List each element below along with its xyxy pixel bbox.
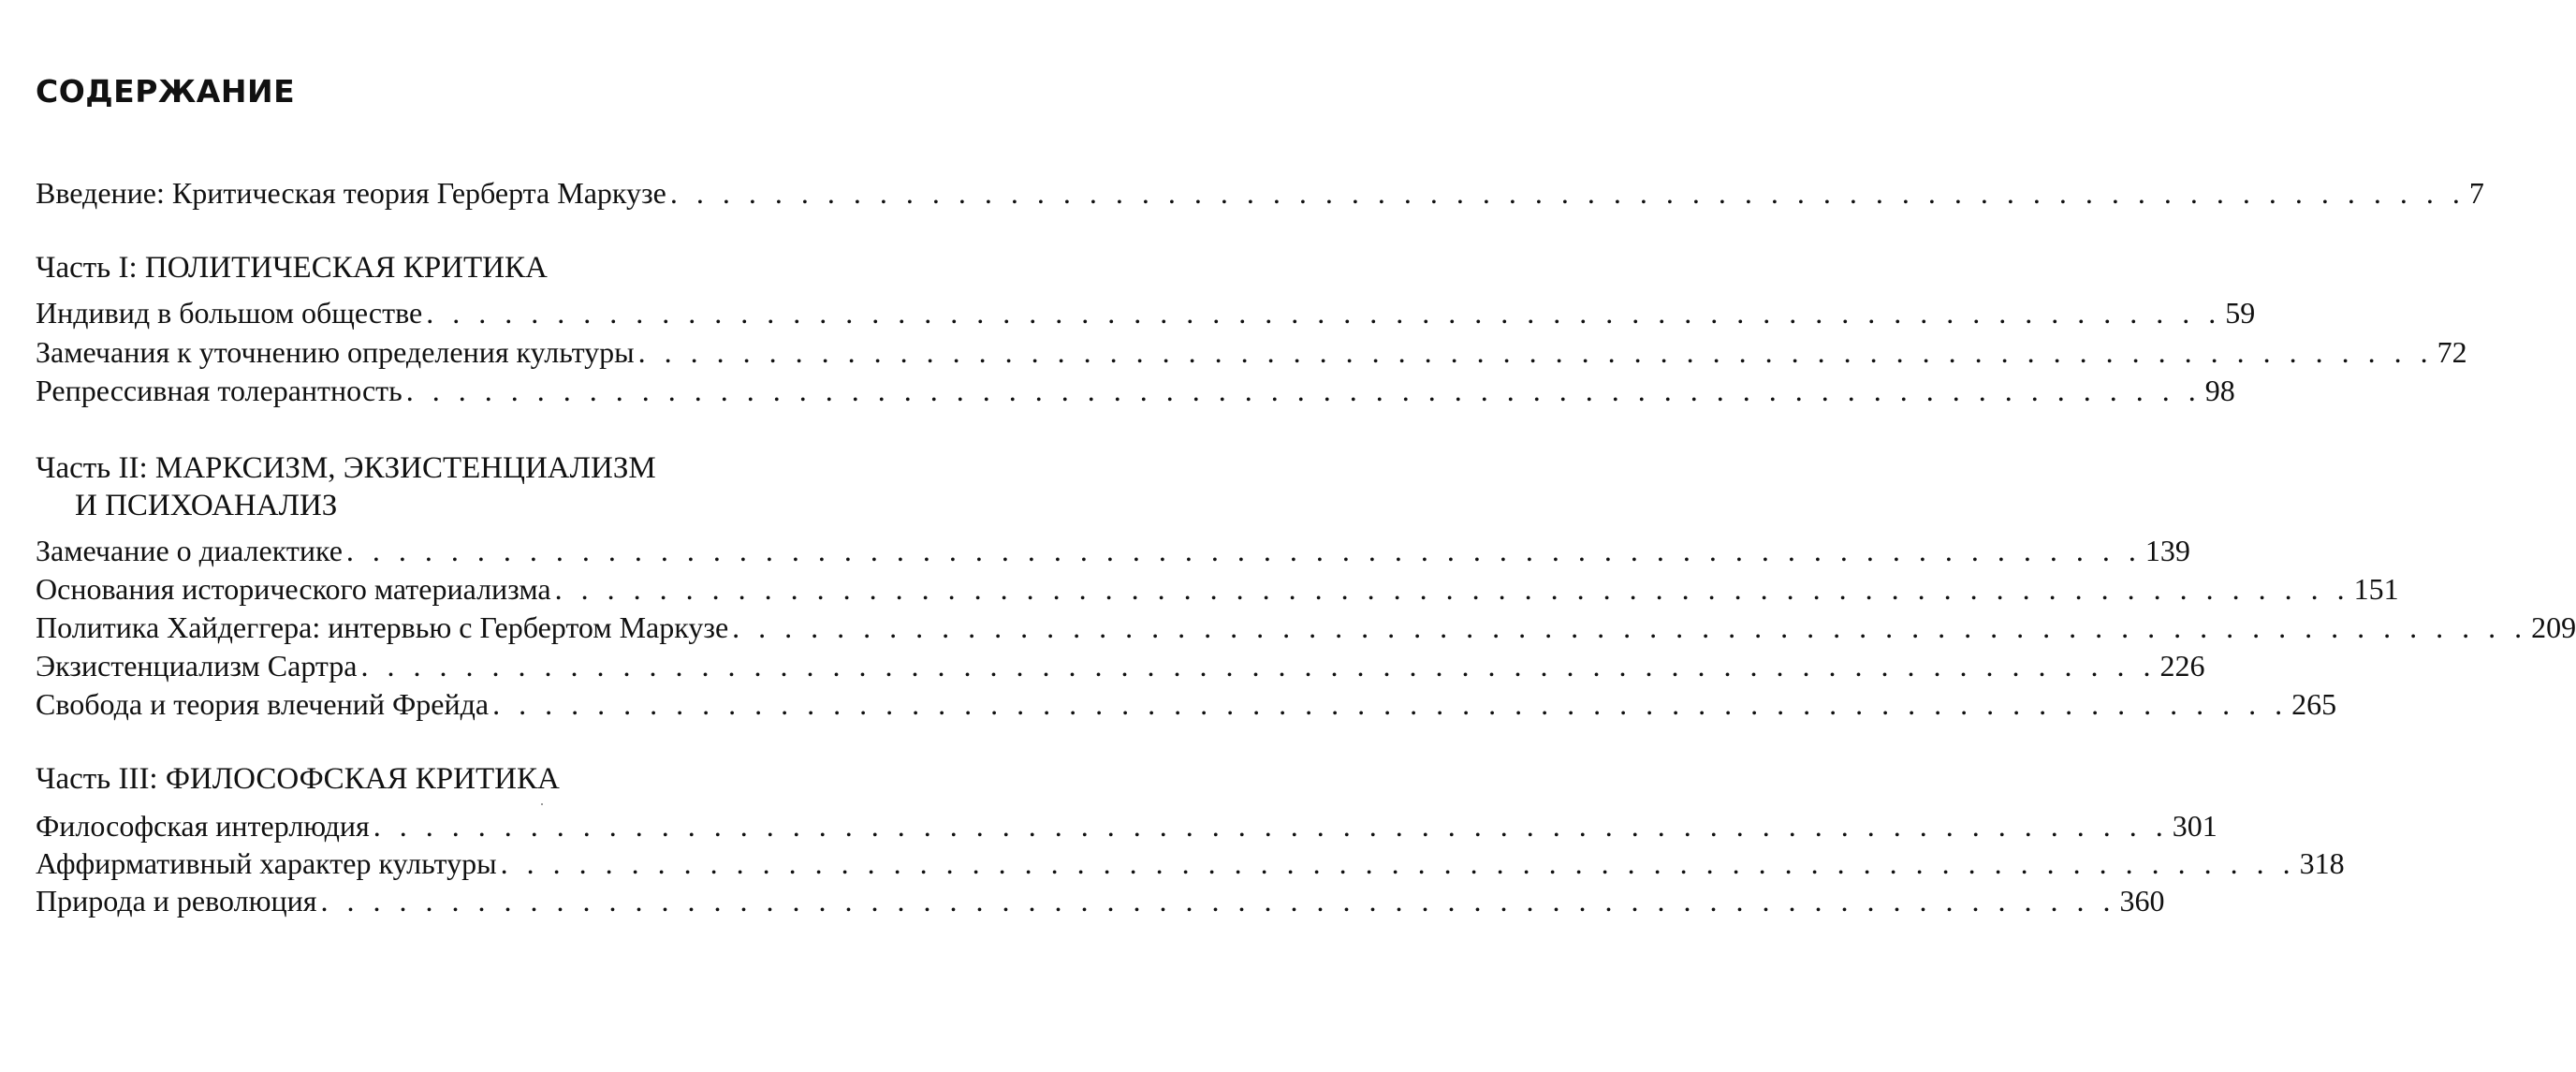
toc-entry-title: Индивид в большом обществе [36,296,423,330]
toc-entry-title: Аффирмативный характер культуры [36,846,497,880]
toc-entry[interactable] [36,807,2217,844]
page-title: СОДЕРЖАНИЕ [36,73,296,110]
part-2-heading [36,449,844,524]
toc-entry-title: Введение: Критическая теория Герберта Маркузе [36,176,666,210]
toc-entry-title: Основания исторического материализма [36,572,551,606]
part-2-heading-line-1: Часть II: МАРКСИЗМ, ЭКЗИСТЕНЦИАЛИЗМ [36,451,656,485]
toc-page-number: 226 [2159,649,2205,683]
toc-entry-title: Экзистенциализм Сартра [36,649,358,683]
dot-leader: . . . . . . . . . . . . . . . . . . . . . . . . . . . . . . . . . . . . . . . . . . . . . . . . . . . . . . . . . . . . . . . . . . . . . [669,176,2466,210]
table-of-contents-page [36,0,2576,1072]
toc-page-number: 7 [2468,176,2484,210]
toc-page-number: 209 [2531,610,2576,644]
toc-page-number: 139 [2144,534,2190,567]
toc-page-number: 360 [2119,884,2165,918]
toc-entry-introduction[interactable] [36,174,2484,212]
toc-page-number: 98 [2204,374,2235,407]
dot-leader: . . . . . . . . . . . . . . . . . . . . . . . . . . . . . . . . . . . . . . . . . . . . . . . . . . . . . . . . . . . . . . . . . . . . . [637,335,2434,369]
toc-page-number: 265 [2291,687,2337,721]
dot-leader: . . . . . . . . . . . . . . . . . . . . . . . . . . . . . . . . . . . . . . . . . . . . . . . . . . . . . . . . . . . . . . . . . . . . . [426,296,2222,330]
toc-entry-title: Свобода и теория влечений Фрейда [36,687,490,721]
toc-entry-title: Замечания к уточнению определения культуры [36,335,635,369]
toc-entry[interactable] [36,532,2190,569]
toc-entry[interactable] [36,844,2345,882]
dot-leader: . . . . . . . . . . . . . . . . . . . . . . . . . . . . . . . . . . . . . . . . . . . . . . . . . . . . . . . . . . . . . . . . . . . . . [500,846,2296,880]
print-speck [541,803,543,805]
dot-leader: . . . . . . . . . . . . . . . . . . . . . . . . . . . . . . . . . . . . . . . . . . . . . . . . . . . . . . . . . . . . . . . . . . . . . [360,649,2157,683]
part-1-heading: Часть I: ПОЛИТИЧЕСКАЯ КРИТИКА [36,251,548,285]
toc-page-number: 151 [2353,572,2399,606]
toc-entry[interactable] [36,609,2576,646]
dot-leader: . . . . . . . . . . . . . . . . . . . . . . . . . . . . . . . . . . . . . . . . . . . . . . . . . . . . . . . . . . . . . . . . . . . . . [345,534,2142,567]
part-3-heading: Часть III: ФИЛОСОФСКАЯ КРИТИКА [36,762,560,796]
toc-entry[interactable] [36,333,2467,371]
toc-entry[interactable] [36,647,2205,684]
toc-entry-title: Природа и революция [36,884,317,918]
toc-entry-title: Политика Хайдеггера: интервью с Гербертом Маркузе [36,610,729,644]
dot-leader: . . . . . . . . . . . . . . . . . . . . . . . . . . . . . . . . . . . . . . . . . . . . . . . . . . . . . . . . . . . . . . . . . . . . . [732,610,2528,644]
part-2-heading-line-2: И ПСИХОАНАЛИЗ [75,489,338,522]
dot-leader: . . . . . . . . . . . . . . . . . . . . . . . . . . . . . . . . . . . . . . . . . . . . . . . . . . . . . . . . . . . . . . . . . . . . . [373,809,2169,843]
toc-entry-title: Замечание о диалектике [36,534,343,567]
toc-entry-title: Философская интерлюдия [36,809,370,843]
toc-entry[interactable] [36,570,2399,608]
toc-entry[interactable] [36,294,2256,331]
dot-leader: . . . . . . . . . . . . . . . . . . . . . . . . . . . . . . . . . . . . . . . . . . . . . . . . . . . . . . . . . . . . . . . . . . . . . [405,374,2202,407]
toc-entry[interactable] [36,882,2165,919]
toc-entry[interactable] [36,685,2337,723]
toc-page-number: 59 [2225,296,2256,330]
toc-entry-title: Репрессивная толерантность [36,374,402,407]
dot-leader: . . . . . . . . . . . . . . . . . . . . . . . . . . . . . . . . . . . . . . . . . . . . . . . . . . . . . . . . . . . . . . . . . . . . . [492,687,2289,721]
dot-leader: . . . . . . . . . . . . . . . . . . . . . . . . . . . . . . . . . . . . . . . . . . . . . . . . . . . . . . . . . . . . . . . . . . . . . [320,884,2116,918]
toc-page-number: 318 [2299,846,2345,880]
toc-page-number: 301 [2172,809,2217,843]
toc-entry[interactable] [36,372,2235,409]
dot-leader: . . . . . . . . . . . . . . . . . . . . . . . . . . . . . . . . . . . . . . . . . . . . . . . . . . . . . . . . . . . . . . . . . . . . . [554,572,2350,606]
toc-page-number: 72 [2437,335,2467,369]
